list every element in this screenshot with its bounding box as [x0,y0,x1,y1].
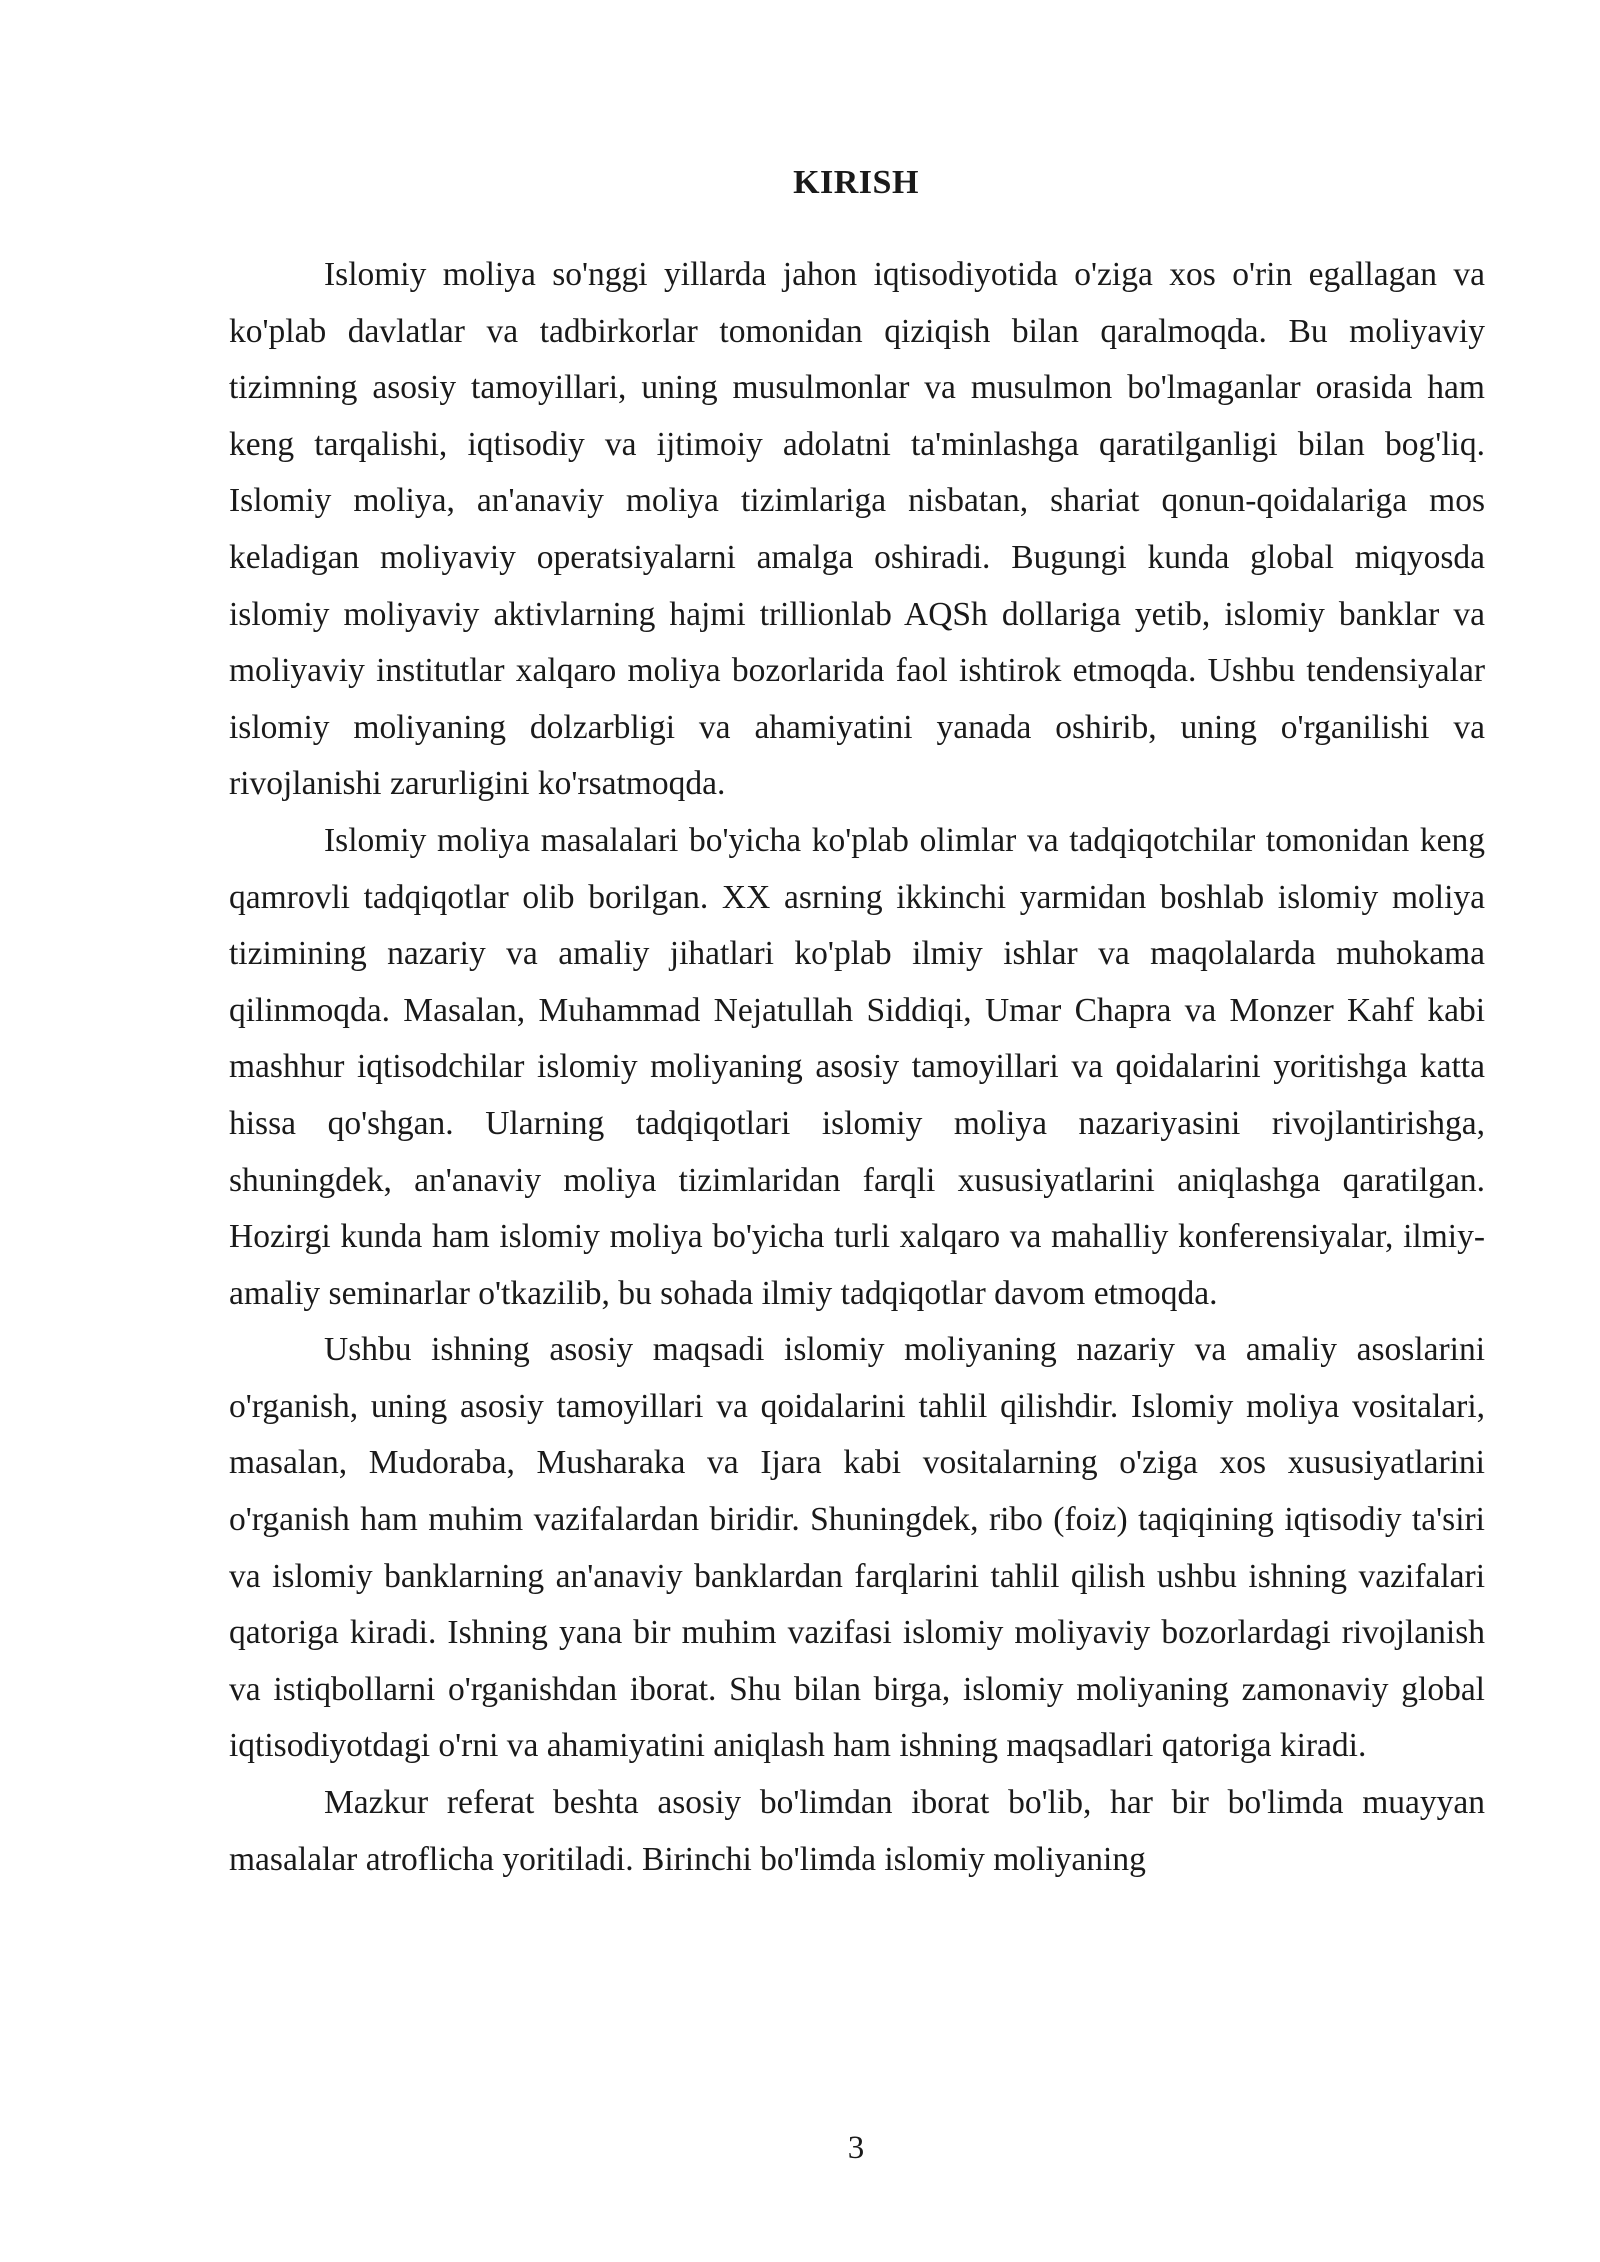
paragraph-4: Mazkur referat beshta asosiy bo'limdan iborat bo'lib, har bir bo'limda muayyan masalalar atroflicha yoritiladi. Birinchi bo'limda islomiy moliyaning [229,1784,1485,1878]
paragraph-3: Ushbu ishning asosiy maqsadi islomiy moliyaning nazariy va amaliy asoslarini o'rganish, uning asosiy tamoyillari va qoidalarini tahlil qilishdir. Islomiy moliya vositalari, masalan, Mudoraba, Musharaka va Ijara kabi vositalarning o'ziga xos xususiyatlarini o'rganish ham muhim vazifalardan biridir. Shuningdek, ribo (foiz) taqiqining iqtisodiy ta'siri va islomiy banklarning an'anaviy banklardan farqlarini tahlil qilish ushbu ishning vazifalari qatoriga kiradi. Ishning yana bir muhim vazifasi islomiy moliyaviy bozorlardagi rivojlanish va istiqbollarni o'rganishdan iborat. Shu bilan birga, islomiy moliyaning zamonaviy global iqtisodiyotdagi o'rni va ahamiyatini aniqlash ham ishning maqsadlari qatoriga kiradi. [229,1331,1485,1765]
paragraph-2: Islomiy moliya masalalari bo'yicha ko'plab olimlar va tadqiqotchilar tomonidan keng qamrovli tadqiqotlar olib borilgan. XX asrning ikkinchi yarmidan boshlab islomiy moliya tizimining nazariy va amaliy jihatlari ko'plab ilmiy ishlar va maqolalarda muhokama qilinmoqda. Masalan, Muhammad Nejatullah Siddiqi, Umar Chapra va Monzer Kahf kabi mashhur iqtisodchilar islomiy moliyaning asosiy tamoyillari va qoidalarini yoritishga katta hissa qo'shgan. Ularning tadqiqotlari islomiy moliya nazariyasini rivojlantirishga, shuningdek, an'anaviy moliya tizimlaridan farqli xususiyatlarini aniqlashga qaratilgan. Hozirgi kunda ham islomiy moliya bo'yicha turli xalqaro va mahalliy konferensiyalar, ilmiy-amaliy seminarlar o'tkazilib, bu sohada ilmiy tadqiqotlar davom etmoqda. [229,821,1485,1312]
body-text [229,247,1485,1888]
page-number: 3 [847,2130,865,2166]
paragraph-1: Islomiy moliya so'nggi yillarda jahon iqtisodiyotida o'ziga xos o'rin egallagan va ko'plab davlatlar va tadbirkorlar tomonidan qiziqish bilan qaralmoqda. Bu moliyaviy tizimning asosiy tamoyillari, uning musulmonlar va musulmon bo'lmaganlar orasida ham keng tarqalishi, iqtisodiy va ijtimoiy adolatni ta'minlashga qaratilganligi bilan bog'liq. Islomiy moliya, an'anaviy moliya tizimlariga nisbatan, shariat qonun-qoidalariga mos keladigan moliyaviy operatsiyalarni amalga oshiradi. Bugungi kunda global miqyosda islomiy moliyaviy aktivlarning hajmi trillionlab AQSh dollariga yetib, islomiy banklar va moliyaviy institutlar xalqaro moliya bozorlarida faol ishtirok etmoqda. Ushbu tendensiyalar islomiy moliyaning dolzarbligi va ahamiyatini yanada oshirib, uning o'rganilishi va rivojlanishi zarurligini ko'rsatmoqda. [229,256,1485,803]
page-title: KIRISH [793,164,919,201]
